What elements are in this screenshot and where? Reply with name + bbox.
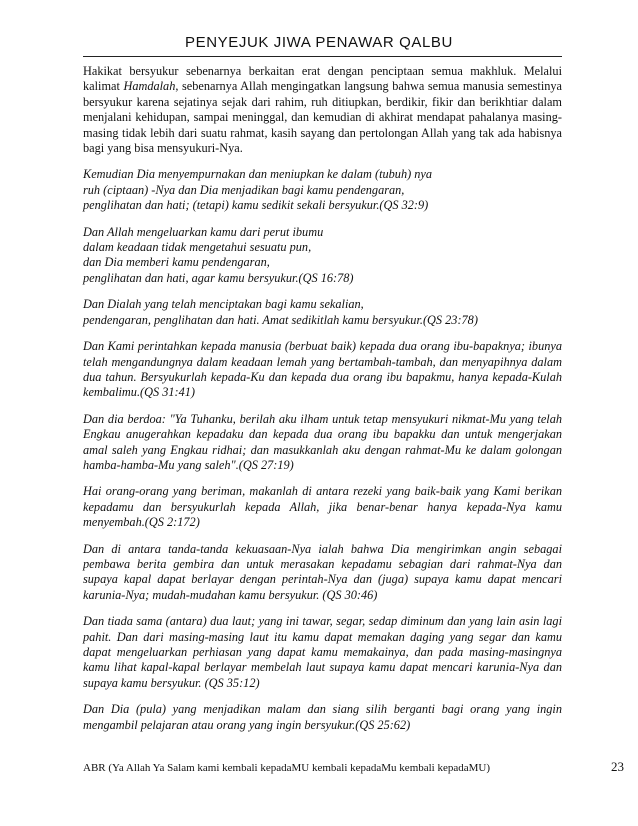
running-header-title: PENYEJUK JIWA PENAWAR QALBU <box>185 34 453 51</box>
verse-line: Kemudian Dia menyempurnakan dan meniupkan ke dalam (tubuh) nya <box>83 167 433 182</box>
verse-qs-23-78 <box>83 297 562 328</box>
verse-qs-2-172: Hai orang-orang yang beriman, makanlah di antara rezeki yang baik-baik yang Kami berikan kepadamu dan bersyukurlah kepada Allah, jika benar-benar hanya kepada-Nya kamu menyembah.(QS 2:172) <box>83 484 562 530</box>
verse-qs-16-78 <box>83 225 562 287</box>
verse-line: dan Dia memberi kamu pendengaran, <box>83 255 270 270</box>
intro-hamdalah: Hamdalah <box>123 79 176 94</box>
verse-qs-31-41: Dan Kami perintahkan kepada manusia (berbuat baik) kepada dua orang ibu-bapaknya; ibunya telah mengandungnya dalam keadaan lemah yang bertambah-tambah, dan menyapihnya dalam dua tahun. Bersyukurlah kepada-Ku dan kepada dua orang ibu bapakmu, hanya kepada-Kulah kembalimu.(QS 31:41) <box>83 339 562 400</box>
verse-line: pendengaran, penglihatan dan hati. Amat sedikitlah kamu bersyukur.(QS 23:78) <box>83 312 478 327</box>
verse-line: Dan Dialah yang telah menciptakan bagi kamu sekalian, <box>83 297 364 312</box>
intro-text-part2: , sebenarnya Allah mengingatkan langsung bahwa semua manusia semestinya bersyukur karena sejatinya sejak dari rahim, ruh ditiupkan, berdikir, fikir dan berikhtiar dalam menjalani kehidupan, sampai meninggal, dan kemudian di akhirat mendapat pahalanya masing-masing tidak lebih dari suatu rahmat, kasih sayang dan pertolongan Allah yang tak ada habisnya bagi yang bisa mensyukuri-Nya. <box>83 79 562 156</box>
intro-paragraph <box>83 64 562 156</box>
verse-line: ruh (ciptaan) -Nya dan Dia menjadikan bagi kamu pendengaran, <box>83 182 405 197</box>
intro-text-part1: Hakikat bersyukur sebenarnya berkaitan erat dengan penciptaan semua makhluk. Melalui kalimat <box>83 64 562 94</box>
verse-line: Dan Allah mengeluarkan kamu dari perut ibumu <box>83 224 324 239</box>
verse-qs-25-62: Dan Dia (pula) yang menjadikan malam dan siang silih berganti bagi orang yang ingin mengambil pelajaran atau orang yang ingin bersyukur.(QS 25:62) <box>83 702 562 732</box>
footer-text: ABR (Ya Allah Ya Salam kami kembali kepadaMU kembali kepadaMu kembali kepadaMU) <box>83 762 491 774</box>
verse-line: penglihatan dan hati; (tetapi) kamu sedikit sekali bersyukur.(QS 32:9) <box>83 198 429 213</box>
header-divider <box>83 56 562 57</box>
verse-qs-32-9 <box>83 167 562 213</box>
verse-line: penglihatan dan hati, agar kamu bersyukur.(QS 16:78) <box>83 270 354 285</box>
verse-qs-35-12: Dan tiada sama (antara) dua laut; yang ini tawar, segar, sedap diminum dan yang lain asin lagi pahit. Dan dari masing-masing laut itu kamu dapat memakan daging yang segar dan kamu dapat mengeluarkan perhiasan yang dapat kamu memakainya, dan pada masing-masingnya kamu lihat kapal-kapal berlayar membelah laut supaya kamu dapat mencari karunia-Nya dan supaya kamu bersyukur. (QS 35:12) <box>83 614 562 690</box>
verse-qs-30-46: Dan di antara tanda-tanda kekuasaan-Nya ialah bahwa Dia mengirimkan angin sebagai pembawa berita gembira dan untuk merasakan kepadamu sebagian dari rahmat-Nya dan supaya kapal dapat berlayar dengan perintah-Nya dan (juga) supaya kamu dapat mencari karunia-Nya; mudah-mudahan kamu bersyukur. (QS 30:46) <box>83 541 562 602</box>
page-number: 23 <box>611 759 624 774</box>
verse-qs-27-19: Dan dia berdoa: "Ya Tuhanku, berilah aku ilham untuk tetap mensyukuri nikmat-Mu yang telah Engkau anugerahkan kepadaku dan kepada dua orang ibu bapakku dan untuk mengerjakan amal saleh yang Engkau ridhai; dan masukkanlah aku dengan rahmat-Mu ke dalam golongan hamba-hamba-Mu yang saleh".(QS 27:19) <box>83 411 562 472</box>
page-content <box>83 64 562 744</box>
verse-line: dalam keadaan tidak mengetahui sesuatu pun, <box>83 240 312 255</box>
